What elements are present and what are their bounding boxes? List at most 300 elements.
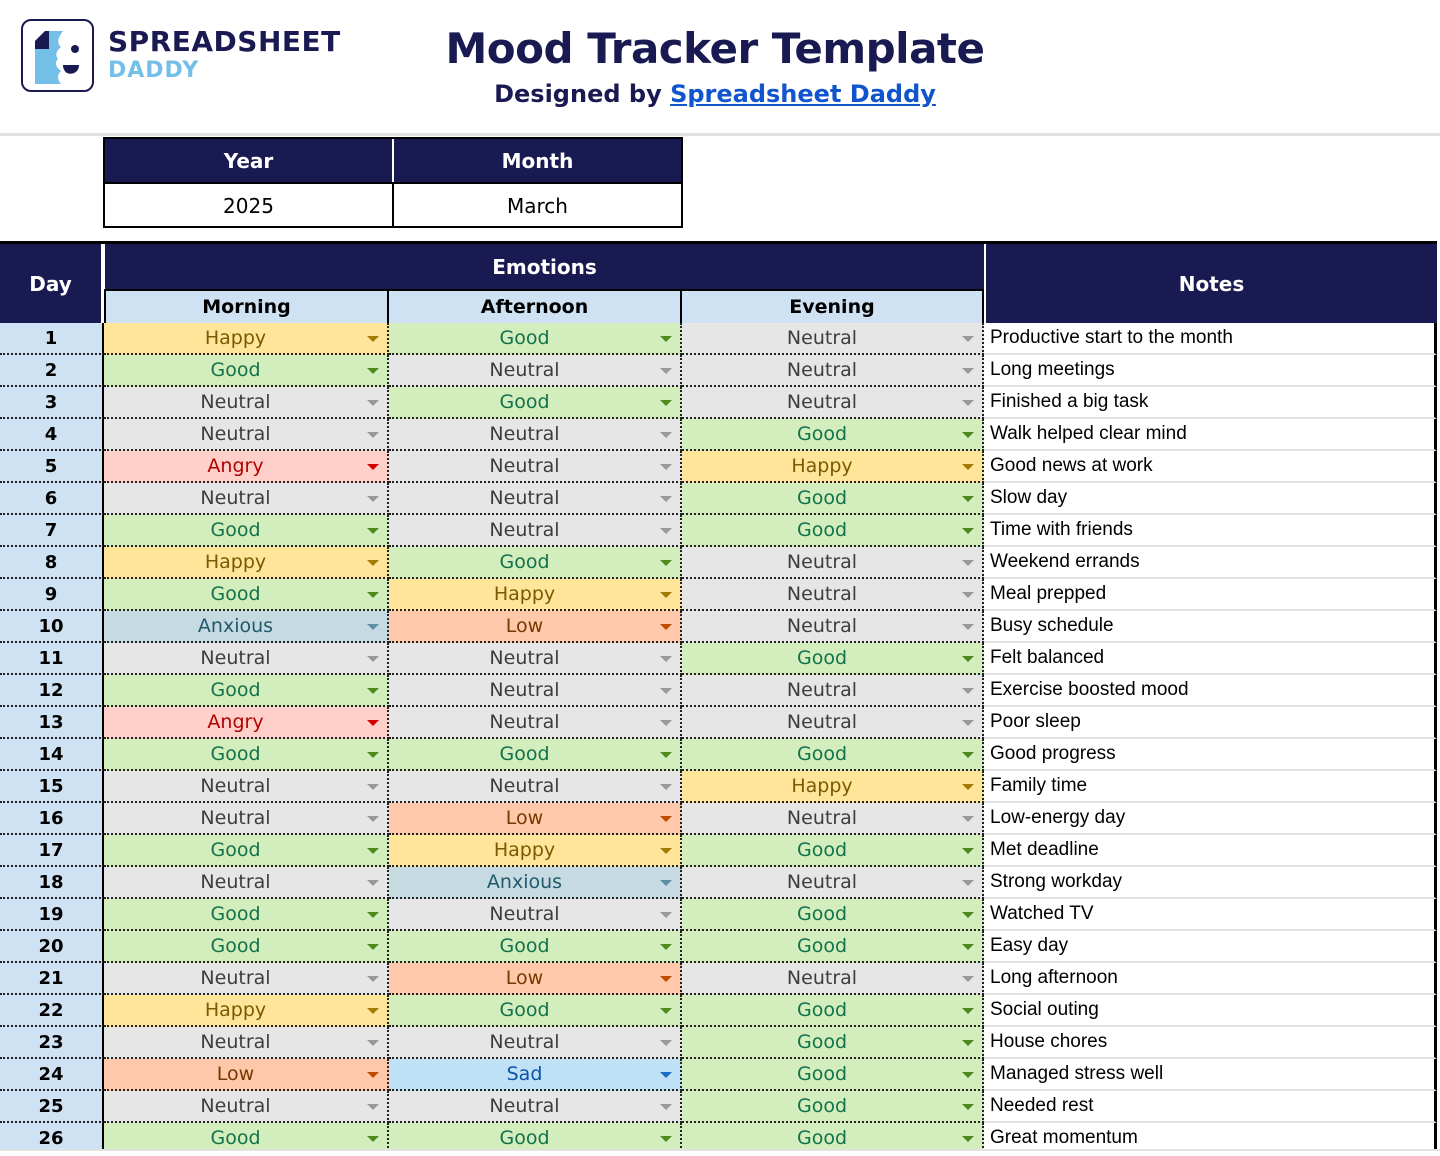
- mood-value: Good: [796, 1031, 848, 1053]
- dropdown-arrow-icon[interactable]: [367, 496, 379, 502]
- day-number: 6: [0, 483, 104, 515]
- note-cell[interactable]: Weekend errands: [984, 547, 1437, 579]
- dropdown-arrow-icon[interactable]: [962, 560, 974, 566]
- dropdown-arrow-icon[interactable]: [367, 592, 379, 598]
- note-cell[interactable]: Productive start to the month: [984, 323, 1437, 355]
- dropdown-arrow-icon[interactable]: [962, 400, 974, 406]
- dropdown-arrow-icon[interactable]: [367, 1072, 379, 1078]
- mood-value: Neutral: [489, 1095, 560, 1117]
- morning-mood-dropdown[interactable]: [104, 547, 389, 579]
- dropdown-arrow-icon[interactable]: [660, 720, 672, 726]
- evening-mood-dropdown[interactable]: [682, 739, 984, 771]
- morning-mood-dropdown[interactable]: [104, 931, 389, 963]
- subtitle-prefix: Designed by: [494, 80, 671, 108]
- afternoon-mood-dropdown[interactable]: [389, 483, 682, 515]
- note-cell[interactable]: Good news at work: [984, 451, 1437, 483]
- morning-mood-dropdown[interactable]: [104, 899, 389, 931]
- evening-mood-dropdown[interactable]: [682, 867, 984, 899]
- day-number: 14: [0, 739, 104, 771]
- notes-header: Notes: [984, 244, 1437, 323]
- dropdown-arrow-icon[interactable]: [660, 784, 672, 790]
- mood-value: Happy: [204, 999, 267, 1021]
- dropdown-arrow-icon[interactable]: [660, 432, 672, 438]
- dropdown-arrow-icon[interactable]: [367, 1136, 379, 1142]
- evening-mood-dropdown[interactable]: [682, 547, 984, 579]
- dropdown-arrow-icon[interactable]: [367, 976, 379, 982]
- table-row: [0, 419, 1437, 451]
- day-number: 9: [0, 579, 104, 611]
- table-row: [0, 611, 1437, 643]
- mood-value: Neutral: [200, 391, 271, 413]
- evening-mood-dropdown[interactable]: [682, 1059, 984, 1091]
- day-number: 4: [0, 419, 104, 451]
- dropdown-arrow-icon[interactable]: [367, 528, 379, 534]
- mood-value: Happy: [791, 455, 853, 477]
- table-row: [0, 483, 1437, 515]
- morning-mood-dropdown[interactable]: [104, 515, 389, 547]
- evening-mood-dropdown[interactable]: [682, 899, 984, 931]
- evening-mood-dropdown[interactable]: [682, 1091, 984, 1123]
- dropdown-arrow-icon[interactable]: [962, 1040, 974, 1046]
- note-cell[interactable]: Exercise boosted mood: [984, 675, 1437, 707]
- mood-value: Low: [505, 615, 544, 637]
- table-row: [0, 451, 1437, 483]
- note-cell[interactable]: Poor sleep: [984, 707, 1437, 739]
- day-number: 10: [0, 611, 104, 643]
- note-cell[interactable]: Finished a big task: [984, 387, 1437, 419]
- afternoon-mood-dropdown[interactable]: [389, 899, 682, 931]
- note-cell[interactable]: Low-energy day: [984, 803, 1437, 835]
- mood-value: Good: [210, 1127, 261, 1149]
- dropdown-arrow-icon[interactable]: [660, 816, 672, 822]
- note-cell[interactable]: Long afternoon: [984, 963, 1437, 995]
- mood-value: Good: [210, 583, 261, 605]
- dropdown-arrow-icon[interactable]: [660, 944, 672, 950]
- morning-mood-dropdown[interactable]: [104, 707, 389, 739]
- morning-mood-dropdown[interactable]: [104, 675, 389, 707]
- mood-value: Neutral: [786, 967, 858, 989]
- morning-mood-dropdown[interactable]: [104, 643, 389, 675]
- note-cell[interactable]: Watched TV: [984, 899, 1437, 931]
- table-row: [0, 547, 1437, 579]
- dropdown-arrow-icon[interactable]: [962, 656, 974, 662]
- mood-value: Good: [499, 1127, 550, 1149]
- dropdown-arrow-icon[interactable]: [367, 912, 379, 918]
- mood-value: Neutral: [786, 359, 858, 381]
- dropdown-arrow-icon[interactable]: [962, 336, 974, 342]
- dropdown-arrow-icon[interactable]: [367, 656, 379, 662]
- day-number: 8: [0, 547, 104, 579]
- evening-mood-dropdown[interactable]: [682, 483, 984, 515]
- dropdown-arrow-icon[interactable]: [660, 880, 672, 886]
- mood-value: Neutral: [489, 423, 560, 445]
- note-cell[interactable]: Great momentum: [984, 1123, 1437, 1155]
- evening-mood-dropdown[interactable]: [682, 803, 984, 835]
- dropdown-arrow-icon[interactable]: [660, 688, 672, 694]
- table-row: [0, 387, 1437, 419]
- note-cell[interactable]: Walk helped clear mind: [984, 419, 1437, 451]
- dropdown-arrow-icon[interactable]: [367, 720, 379, 726]
- morning-mood-dropdown[interactable]: [104, 963, 389, 995]
- dropdown-arrow-icon[interactable]: [367, 624, 379, 630]
- day-number: 23: [0, 1027, 104, 1059]
- dropdown-arrow-icon[interactable]: [962, 1136, 974, 1142]
- spreadsheet-daddy-logo-icon: [21, 19, 94, 92]
- morning-mood-dropdown[interactable]: [104, 611, 389, 643]
- mood-value: Neutral: [489, 679, 560, 701]
- dropdown-arrow-icon[interactable]: [367, 1104, 379, 1110]
- mood-value: Happy: [791, 775, 853, 797]
- dropdown-arrow-icon[interactable]: [962, 1104, 974, 1110]
- afternoon-mood-dropdown[interactable]: [389, 771, 682, 803]
- day-number: 21: [0, 963, 104, 995]
- morning-mood-dropdown[interactable]: [104, 803, 389, 835]
- mood-table-header: [0, 241, 1437, 323]
- afternoon-mood-dropdown[interactable]: [389, 1027, 682, 1059]
- spreadsheet-daddy-link[interactable]: Spreadsheet Daddy: [670, 80, 936, 108]
- afternoon-mood-dropdown[interactable]: [389, 643, 682, 675]
- evening-mood-dropdown[interactable]: [682, 835, 984, 867]
- mood-value: Good: [499, 551, 550, 573]
- mood-value: Good: [499, 935, 550, 957]
- dropdown-arrow-icon[interactable]: [962, 944, 974, 950]
- morning-mood-dropdown[interactable]: [104, 1059, 389, 1091]
- mood-value: Neutral: [489, 455, 560, 477]
- mood-value: Neutral: [489, 775, 560, 797]
- header-divider: [0, 133, 1440, 136]
- dropdown-arrow-icon[interactable]: [962, 816, 974, 822]
- table-row: [0, 835, 1437, 867]
- afternoon-mood-dropdown[interactable]: [389, 1059, 682, 1091]
- dropdown-arrow-icon[interactable]: [367, 944, 379, 950]
- day-number: 15: [0, 771, 104, 803]
- mood-value: Neutral: [200, 423, 271, 445]
- dropdown-arrow-icon[interactable]: [660, 336, 672, 342]
- mood-value: Neutral: [489, 903, 560, 925]
- dropdown-arrow-icon[interactable]: [962, 720, 974, 726]
- mood-value: Neutral: [786, 327, 858, 349]
- dropdown-arrow-icon[interactable]: [660, 368, 672, 374]
- dropdown-arrow-icon[interactable]: [962, 1072, 974, 1078]
- dropdown-arrow-icon[interactable]: [962, 432, 974, 438]
- evening-mood-dropdown[interactable]: [682, 707, 984, 739]
- dropdown-arrow-icon[interactable]: [367, 368, 379, 374]
- mood-value: Neutral: [786, 711, 858, 733]
- mood-value: Neutral: [489, 359, 560, 381]
- afternoon-mood-dropdown[interactable]: [389, 739, 682, 771]
- dropdown-arrow-icon[interactable]: [660, 400, 672, 406]
- table-row: [0, 707, 1437, 739]
- mood-value: Neutral: [786, 871, 858, 893]
- dropdown-arrow-icon[interactable]: [660, 624, 672, 630]
- day-number: 12: [0, 675, 104, 707]
- mood-value: Good: [210, 519, 261, 541]
- afternoon-mood-dropdown[interactable]: [389, 547, 682, 579]
- morning-mood-dropdown[interactable]: [104, 483, 389, 515]
- dropdown-arrow-icon[interactable]: [660, 1008, 672, 1014]
- day-number: 16: [0, 803, 104, 835]
- mood-value: Neutral: [200, 647, 271, 669]
- morning-mood-dropdown[interactable]: [104, 579, 389, 611]
- evening-mood-dropdown[interactable]: [682, 931, 984, 963]
- mood-value: Good: [796, 903, 848, 925]
- mood-value: Neutral: [489, 647, 560, 669]
- afternoon-mood-dropdown[interactable]: [389, 579, 682, 611]
- mood-value: Low: [505, 967, 544, 989]
- dropdown-arrow-icon[interactable]: [660, 1040, 672, 1046]
- dropdown-arrow-icon[interactable]: [962, 848, 974, 854]
- note-cell[interactable]: Managed stress well: [984, 1059, 1437, 1091]
- table-row: [0, 931, 1437, 963]
- afternoon-mood-dropdown[interactable]: [389, 419, 682, 451]
- day-number: 25: [0, 1091, 104, 1123]
- afternoon-mood-dropdown[interactable]: [389, 387, 682, 419]
- mood-value: Neutral: [200, 775, 271, 797]
- note-cell[interactable]: House chores: [984, 1027, 1437, 1059]
- dropdown-arrow-icon[interactable]: [367, 464, 379, 470]
- evening-mood-dropdown[interactable]: [682, 995, 984, 1027]
- dropdown-arrow-icon[interactable]: [962, 976, 974, 982]
- mood-value: Good: [796, 1063, 848, 1085]
- morning-mood-dropdown[interactable]: [104, 995, 389, 1027]
- dropdown-arrow-icon[interactable]: [660, 656, 672, 662]
- evening-mood-dropdown[interactable]: [682, 451, 984, 483]
- mood-value: Neutral: [786, 807, 858, 829]
- brand-wordmark: [108, 26, 341, 84]
- mood-value: Low: [216, 1063, 255, 1085]
- day-number: 3: [0, 387, 104, 419]
- morning-mood-dropdown[interactable]: [104, 867, 389, 899]
- afternoon-mood-dropdown[interactable]: [389, 707, 682, 739]
- evening-mood-dropdown[interactable]: [682, 355, 984, 387]
- mood-value: Good: [796, 999, 848, 1021]
- mood-value: Neutral: [200, 1095, 271, 1117]
- mood-value: Neutral: [786, 583, 858, 605]
- day-number: 26: [0, 1123, 104, 1155]
- year-cell[interactable]: 2025: [105, 184, 394, 228]
- day-number: 20: [0, 931, 104, 963]
- mood-value: Good: [796, 1095, 848, 1117]
- dropdown-arrow-icon[interactable]: [962, 464, 974, 470]
- dropdown-arrow-icon[interactable]: [660, 496, 672, 502]
- dropdown-arrow-icon[interactable]: [660, 912, 672, 918]
- mood-value: Neutral: [786, 551, 858, 573]
- note-cell[interactable]: Long meetings: [984, 355, 1437, 387]
- note-cell[interactable]: Slow day: [984, 483, 1437, 515]
- morning-mood-dropdown[interactable]: [104, 323, 389, 355]
- mood-value: Happy: [493, 583, 556, 605]
- evening-mood-dropdown[interactable]: [682, 1027, 984, 1059]
- afternoon-mood-dropdown[interactable]: [389, 931, 682, 963]
- evening-mood-dropdown[interactable]: [682, 387, 984, 419]
- morning-mood-dropdown[interactable]: [104, 387, 389, 419]
- page-subtitle: [400, 80, 1030, 108]
- day-number: 19: [0, 899, 104, 931]
- evening-mood-dropdown[interactable]: [682, 643, 984, 675]
- dropdown-arrow-icon[interactable]: [367, 1040, 379, 1046]
- table-row: [0, 675, 1437, 707]
- dropdown-arrow-icon[interactable]: [962, 624, 974, 630]
- dropdown-arrow-icon[interactable]: [367, 400, 379, 406]
- table-row: [0, 515, 1437, 547]
- note-cell[interactable]: Meal prepped: [984, 579, 1437, 611]
- mood-value: Good: [796, 519, 848, 541]
- evening-mood-dropdown[interactable]: [682, 611, 984, 643]
- dropdown-arrow-icon[interactable]: [962, 752, 974, 758]
- afternoon-mood-dropdown[interactable]: [389, 867, 682, 899]
- dropdown-arrow-icon[interactable]: [367, 848, 379, 854]
- evening-mood-dropdown[interactable]: [682, 515, 984, 547]
- mood-value: Neutral: [200, 487, 271, 509]
- dropdown-arrow-icon[interactable]: [962, 880, 974, 886]
- mood-value: Good: [210, 935, 261, 957]
- note-cell[interactable]: Time with friends: [984, 515, 1437, 547]
- day-header: Day: [0, 244, 103, 323]
- note-cell[interactable]: Met deadline: [984, 835, 1437, 867]
- table-row: [0, 579, 1437, 611]
- morning-mood-dropdown[interactable]: [104, 1027, 389, 1059]
- mood-value: Good: [796, 423, 848, 445]
- dropdown-arrow-icon[interactable]: [660, 1136, 672, 1142]
- mood-table-body: [0, 323, 1437, 1155]
- dropdown-arrow-icon[interactable]: [660, 976, 672, 982]
- note-cell[interactable]: Family time: [984, 771, 1437, 803]
- afternoon-mood-dropdown[interactable]: [389, 611, 682, 643]
- table-row: [0, 995, 1437, 1027]
- dropdown-arrow-icon[interactable]: [962, 688, 974, 694]
- dropdown-arrow-icon[interactable]: [660, 752, 672, 758]
- mood-value: Good: [796, 647, 848, 669]
- note-cell[interactable]: Felt balanced: [984, 643, 1437, 675]
- mood-value: Neutral: [489, 711, 560, 733]
- mood-value: Good: [499, 327, 550, 349]
- dropdown-arrow-icon[interactable]: [367, 688, 379, 694]
- dropdown-arrow-icon[interactable]: [660, 464, 672, 470]
- dropdown-arrow-icon[interactable]: [962, 592, 974, 598]
- evening-mood-dropdown[interactable]: [682, 579, 984, 611]
- mood-value: Sad: [506, 1063, 543, 1085]
- day-number: 24: [0, 1059, 104, 1091]
- morning-mood-dropdown[interactable]: [104, 419, 389, 451]
- mood-value: Good: [796, 487, 848, 509]
- morning-mood-dropdown[interactable]: [104, 771, 389, 803]
- month-cell[interactable]: March: [507, 194, 568, 218]
- table-row: [0, 1091, 1437, 1123]
- note-cell[interactable]: Busy schedule: [984, 611, 1437, 643]
- dropdown-arrow-icon[interactable]: [367, 752, 379, 758]
- dropdown-arrow-icon[interactable]: [367, 880, 379, 886]
- morning-mood-dropdown[interactable]: [104, 835, 389, 867]
- dropdown-arrow-icon[interactable]: [962, 912, 974, 918]
- mood-value: Neutral: [200, 871, 271, 893]
- table-row: [0, 355, 1437, 387]
- viewport-bottom-edge: [0, 1149, 1440, 1156]
- mood-value: Good: [499, 743, 550, 765]
- evening-mood-dropdown[interactable]: [682, 419, 984, 451]
- dropdown-arrow-icon[interactable]: [660, 528, 672, 534]
- dropdown-arrow-icon[interactable]: [660, 1104, 672, 1110]
- table-row: [0, 803, 1437, 835]
- period-selector: [103, 137, 683, 228]
- mood-value: Good: [796, 743, 848, 765]
- afternoon-mood-dropdown[interactable]: [389, 995, 682, 1027]
- day-number: 18: [0, 867, 104, 899]
- afternoon-mood-dropdown[interactable]: [389, 835, 682, 867]
- day-number: 13: [0, 707, 104, 739]
- afternoon-mood-dropdown[interactable]: [389, 323, 682, 355]
- dropdown-arrow-icon[interactable]: [962, 368, 974, 374]
- afternoon-mood-dropdown[interactable]: [389, 675, 682, 707]
- dropdown-arrow-icon[interactable]: [962, 784, 974, 790]
- mood-value: Good: [499, 999, 550, 1021]
- afternoon-mood-dropdown[interactable]: [389, 355, 682, 387]
- table-row: [0, 963, 1437, 995]
- dropdown-arrow-icon[interactable]: [660, 560, 672, 566]
- brand-line-2: DADDY: [108, 58, 200, 83]
- note-cell[interactable]: Needed rest: [984, 1091, 1437, 1123]
- mood-value: Good: [796, 935, 848, 957]
- dropdown-arrow-icon[interactable]: [367, 816, 379, 822]
- dropdown-arrow-icon[interactable]: [660, 1072, 672, 1078]
- page-title: Mood Tracker Template: [445, 24, 985, 73]
- afternoon-mood-dropdown[interactable]: [389, 515, 682, 547]
- dropdown-arrow-icon[interactable]: [660, 848, 672, 854]
- morning-mood-dropdown[interactable]: [104, 355, 389, 387]
- dropdown-arrow-icon[interactable]: [367, 560, 379, 566]
- morning-mood-dropdown[interactable]: [104, 739, 389, 771]
- note-cell[interactable]: Easy day: [984, 931, 1437, 963]
- evening-mood-dropdown[interactable]: [682, 323, 984, 355]
- dropdown-arrow-icon[interactable]: [367, 432, 379, 438]
- afternoon-header: Afternoon: [389, 289, 682, 325]
- mood-value: Neutral: [489, 487, 560, 509]
- evening-mood-dropdown[interactable]: [682, 675, 984, 707]
- morning-mood-dropdown[interactable]: [104, 1091, 389, 1123]
- day-number: 1: [0, 323, 104, 355]
- mood-value: Angry: [207, 455, 264, 477]
- afternoon-mood-dropdown[interactable]: [389, 803, 682, 835]
- emotions-header: Emotions: [105, 244, 984, 289]
- mood-value: Happy: [204, 327, 267, 349]
- morning-mood-dropdown[interactable]: [104, 451, 389, 483]
- brand-line-1: SPREADSHEET: [108, 25, 341, 58]
- mood-value: Neutral: [200, 967, 271, 989]
- table-row: [0, 1059, 1437, 1091]
- note-cell[interactable]: Strong workday: [984, 867, 1437, 899]
- dropdown-arrow-icon[interactable]: [367, 336, 379, 342]
- mood-value: Good: [210, 839, 261, 861]
- dropdown-arrow-icon[interactable]: [367, 1008, 379, 1014]
- evening-mood-dropdown[interactable]: [682, 771, 984, 803]
- dropdown-arrow-icon[interactable]: [962, 1008, 974, 1014]
- note-cell[interactable]: Good progress: [984, 739, 1437, 771]
- afternoon-mood-dropdown[interactable]: [389, 451, 682, 483]
- year-label: Year: [105, 139, 394, 182]
- afternoon-mood-dropdown[interactable]: [389, 1091, 682, 1123]
- dropdown-arrow-icon[interactable]: [962, 496, 974, 502]
- note-cell[interactable]: Social outing: [984, 995, 1437, 1027]
- day-number: 7: [0, 515, 104, 547]
- dropdown-arrow-icon[interactable]: [962, 528, 974, 534]
- evening-mood-dropdown[interactable]: [682, 963, 984, 995]
- morning-header: Morning: [104, 289, 389, 325]
- afternoon-mood-dropdown[interactable]: [389, 963, 682, 995]
- table-row: [0, 1027, 1437, 1059]
- dropdown-arrow-icon[interactable]: [660, 592, 672, 598]
- month-label: Month: [501, 148, 574, 173]
- mood-value: Happy: [493, 839, 556, 861]
- dropdown-arrow-icon[interactable]: [367, 784, 379, 790]
